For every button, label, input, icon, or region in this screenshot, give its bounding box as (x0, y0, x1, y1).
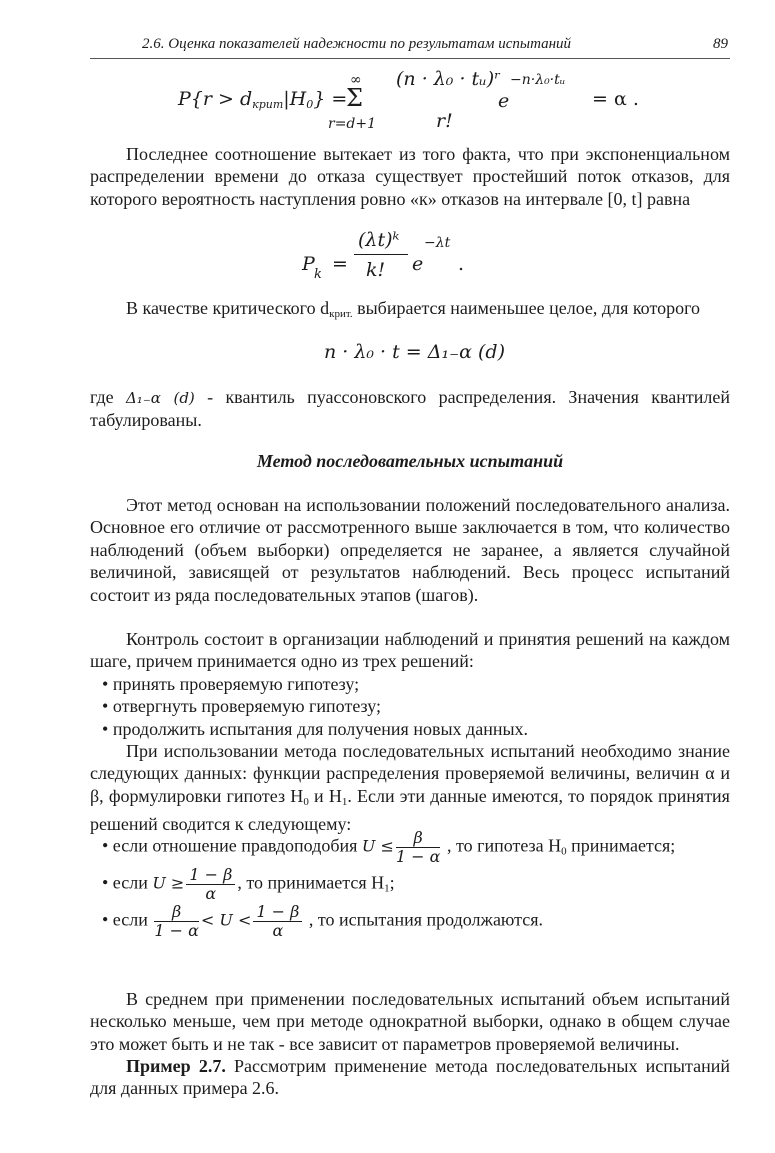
paragraph-sample-size: В среднем при применении последовательных испытаний объем испытаний несколько меньше, чем при методе однократной выборки, однако в общем случае это может быть и не так - все зависит от параметров проверяемой величины. (90, 989, 730, 1054)
eq2-period: . (458, 253, 465, 275)
decision-rules (90, 829, 730, 940)
eq1-cond: |H (283, 88, 307, 110)
equation-quantile: n · λ₀ · t = Δ₁₋α (d) (324, 341, 505, 363)
paragraph-method-description: Этот метод основан на использовании положений последовательного анализа. Основное его отличие от рассмотренного выше заключается в том, что количество наблюдений (объем выборки) определяется не заранее, а является случайной величиной, зависящей от результатов наблюдений. Весь процесс испытаний состоит из ряда последовательных этапов (шагов). (90, 495, 730, 605)
paragraph-required-data: При использовании метода последовательных испытаний необходимо знание следующих данных: функции распределения проверяемой величины, величин α и β, формулировки гипотез $H_0$ и $H_1$. Если эти данные имеются, то порядок принятия решений сводится к следующему: (90, 741, 730, 835)
eq1-lhs-end: } = (313, 88, 348, 110)
equation-poisson-probability (302, 227, 502, 287)
rule-accept-h1: • если U ≥ $\frac{1 - \beta}{\alpha}$ , то принимается $H_1$; (102, 865, 395, 903)
eq2-fraction-bar (354, 254, 408, 255)
paragraph-quantile (90, 386, 730, 432)
para2-pre: В качестве критического d (126, 298, 330, 318)
paragraph-decisions: Контроль состоит в организации наблюдений и принятия решений на каждом шаге, причем принимается одно из трех решений: • принять проверяемую гипотезу; • отвергнуть проверяемую гипотезу; • продолжить испытания для получения новых данных. (90, 629, 730, 739)
paragraph-poisson-flow (90, 143, 730, 210)
sum-lower-limit: r=d+1 (328, 116, 377, 132)
para3-post: - квантиль пуассоновского распределения. Значения квантилей табулированы. (90, 387, 730, 431)
eq1-numerator: (n · λ₀ · tᵤ)ʳ (396, 68, 501, 90)
rule-accept-h0: • если отношение правдоподобия U ≤ $\frac{\beta}{1 - \alpha}$ , то гипотеза $H_0$ принимается; (102, 828, 676, 866)
sum-sign: Σ (346, 84, 363, 112)
sum-upper-limit: ∞ (350, 72, 362, 88)
running-header (90, 30, 730, 59)
section-title: 2.6. Оценка показателей надежности по результатам испытаний (142, 36, 572, 52)
eq1-lhs-sub: крит (252, 98, 284, 111)
example-text: Рассмотрим применение метода последовательных испытаний для данных примера 2.6. (90, 1056, 730, 1099)
eq1-cond-sub: 0 (306, 98, 314, 111)
rule-continue: • если $\frac{\beta}{1 - \alpha}$ < U < $\frac{1 - \beta}{\alpha}$ , то испытания продолжаются. (102, 902, 543, 940)
eq1-rhs: = α . (592, 88, 639, 110)
eq2-exponent: −λt (424, 235, 451, 251)
section-heading: Метод последовательных испытаний (256, 451, 564, 471)
example-label: Пример 2.7. (126, 1056, 226, 1076)
eq1-lhs: P{r > d (178, 88, 253, 110)
paragraph-text: Последнее соотношение вытекает из того факта, что при экспоненциальном распределении времени до отказа существует простейший поток отказов, для которого вероятность наступления ровно «к» отказов на интервале [0, t] равна (90, 144, 730, 209)
eq1-exp-base: e (498, 90, 510, 112)
eq2-exp-base: e (412, 253, 424, 275)
eq1-exponent: −n·λ₀·tᵤ (510, 72, 566, 88)
equation-critical-probability (178, 68, 698, 140)
list-item: • отвергнуть проверяемую гипотезу; (102, 696, 382, 717)
eq2-numerator: (λt)ᵏ (358, 229, 400, 251)
eq1-denominator: r! (436, 110, 453, 132)
paragraph-critical-value (90, 297, 730, 325)
para2-sub: крит. (329, 308, 353, 320)
para3-pre: где (90, 387, 126, 407)
eq2-lhs-sub: k (314, 267, 322, 282)
quantile-symbol: Δ₁₋α (d) (125, 389, 195, 407)
list-item: • принять проверяемую гипотезу; (102, 673, 360, 694)
eq2-lhs: P (302, 253, 315, 275)
para2-post: выбирается наименьшее целое, для которого (352, 298, 701, 318)
eq2-equals: = (332, 253, 348, 275)
page-number: 89 (713, 36, 728, 52)
list-item: • продолжить испытания для получения новых данных. (102, 718, 529, 739)
example-2-7 (90, 1055, 730, 1100)
eq2-denominator: k! (366, 259, 386, 281)
